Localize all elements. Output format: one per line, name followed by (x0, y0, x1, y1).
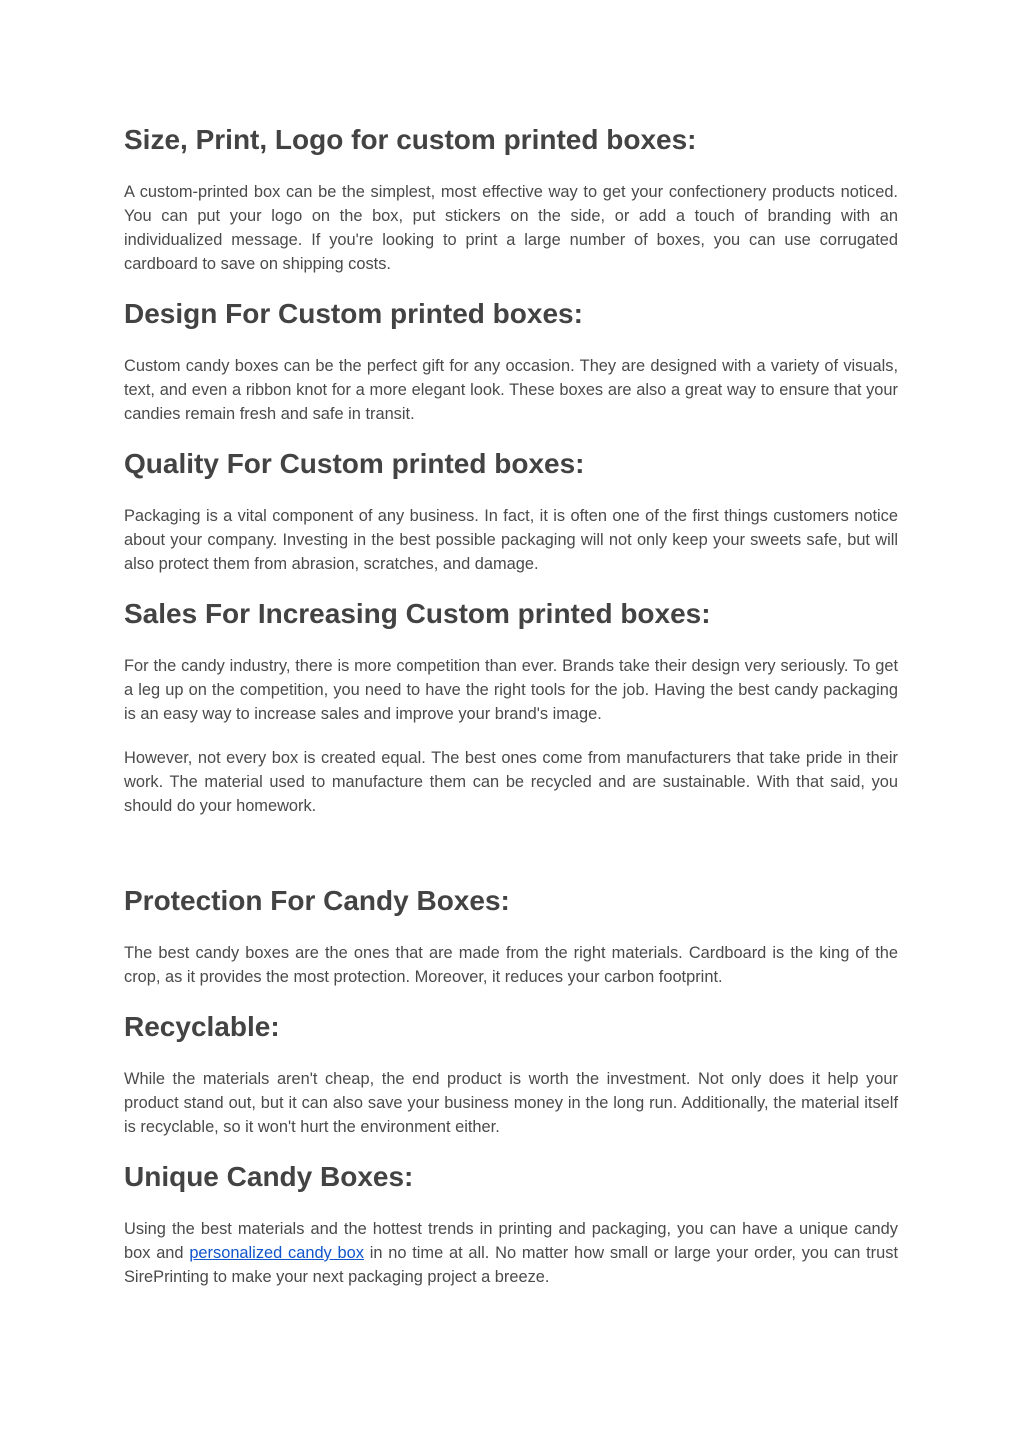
heading-recyclable: Recyclable: (124, 1011, 280, 1042)
heading-unique: Unique Candy Boxes: (124, 1161, 414, 1192)
heading-size-print-logo: Size, Print, Logo for custom printed boxes: (124, 124, 697, 155)
paragraph-sales-2: However, not every box is created equal. The best ones come from manufacturers that take pride in their work. The material used to manufacture them can be recycled and are sustainable. With that said, you should do your homework. (124, 749, 898, 815)
paragraph-unique-text-after: in no time at all. No matter how small or large your order, you can trust SirePrinting to make your next packaging project a breeze. (124, 1244, 898, 1286)
heading-design: Design For Custom printed boxes: (124, 298, 583, 329)
paragraph-unique (124, 1217, 898, 1289)
paragraph-sales-1: For the candy industry, there is more competition than ever. Brands take their design very seriously. To get a leg up on the competition, you need to have the right tools for the job. Having the best candy packaging is an easy way to increase sales and improve your brand's image. (124, 657, 898, 723)
paragraph-quality: Packaging is a vital component of any business. In fact, it is often one of the first things customers notice about your company. Investing in the best possible packaging will not only keep your sweets safe, but will also protect them from abrasion, scratches, and damage. (124, 507, 898, 573)
paragraph-protection: The best candy boxes are the ones that are made from the right materials. Cardboard is the king of the crop, as it provides the most protection. Moreover, it reduces your carbon footprint. (124, 944, 898, 986)
personalized-candy-box-link[interactable]: personalized candy box (189, 1244, 364, 1262)
paragraph-size-print-logo: A custom-printed box can be the simplest, most effective way to get your confectionery products noticed. You can put your logo on the box, put stickers on the side, or add a touch of branding with an individualized message. If you're looking to print a large number of boxes, you can use corrugated cardboard to save on shipping costs. (124, 183, 898, 273)
heading-sales: Sales For Increasing Custom printed boxes: (124, 598, 711, 629)
paragraph-design: Custom candy boxes can be the perfect gift for any occasion. They are designed with a variety of visuals, text, and even a ribbon knot for a more elegant look. These boxes are also a great way to ensure that your candies remain fresh and safe in transit. (124, 357, 898, 423)
heading-quality: Quality For Custom printed boxes: (124, 448, 585, 479)
paragraph-unique-text-before: Using the best materials and the hottest trends in printing and packaging, you can have a unique candy box and (124, 1220, 898, 1262)
paragraph-recyclable: While the materials aren't cheap, the end product is worth the investment. Not only does it help your product stand out, but it can also save your business money in the long run. Additionally, the material itself is recyclable, so it won't hurt the environment either. (124, 1070, 898, 1136)
heading-protection: Protection For Candy Boxes: (124, 885, 510, 916)
